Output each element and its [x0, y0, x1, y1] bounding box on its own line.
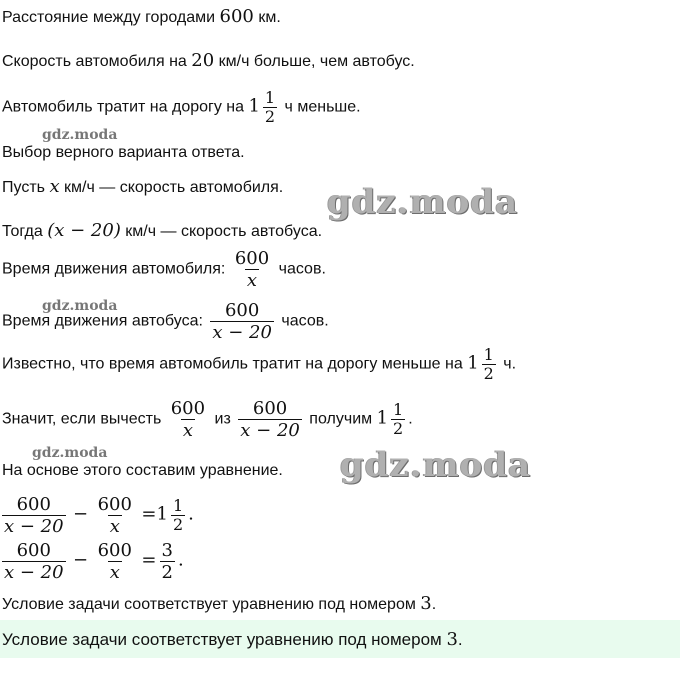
math-number: 3: [420, 593, 432, 614]
text-line-speed: [2, 50, 415, 73]
text-line-subtract: [2, 398, 413, 441]
line-text: км.: [253, 9, 281, 26]
line-text: Выбор верного варианта ответа.: [2, 144, 245, 161]
text-line-time-diff: [2, 89, 361, 126]
fraction-denominator: x − 20: [4, 562, 64, 583]
fraction: [2, 540, 66, 583]
math-operator: =: [141, 549, 157, 571]
fraction-numerator: 3: [161, 540, 173, 561]
line-text: Время движения автобуса:: [2, 312, 208, 330]
fraction: [238, 398, 302, 441]
fraction-denominator: 2: [161, 562, 173, 583]
fraction: [96, 540, 134, 583]
line-text: .: [431, 596, 437, 613]
line-text: ч меньше.: [280, 98, 361, 116]
fraction: [2, 494, 66, 537]
watermark-logo: gdz.moda: [32, 445, 108, 461]
fraction-denominator: 2: [393, 419, 404, 438]
line-text: получим: [304, 410, 377, 428]
line-text: Условие задачи соответствует уравнению под номером: [2, 629, 447, 649]
line-text: Время движения автомобиля:: [2, 260, 230, 278]
math-number: 1: [156, 503, 168, 525]
fraction: [391, 401, 405, 438]
math-operator: −: [73, 503, 89, 525]
fraction-numerator: 600: [224, 300, 260, 321]
text-line-distance: [2, 6, 281, 29]
fraction-denominator: x: [109, 516, 120, 537]
line-text: часов.: [274, 260, 326, 278]
math-number: 1: [376, 407, 389, 429]
fraction-denominator: 2: [264, 107, 276, 126]
fraction-denominator: x: [109, 562, 120, 583]
math-number: 1: [467, 352, 479, 374]
math-number: 3: [446, 628, 458, 650]
math-punctuation: .: [177, 549, 184, 571]
math-punctuation: .: [188, 503, 194, 525]
fraction-numerator: 1: [172, 496, 184, 515]
line-text: из: [210, 410, 236, 428]
equation-2: [2, 540, 184, 583]
fraction: [210, 300, 274, 343]
math-operator: −: [73, 549, 89, 571]
line-text: часов.: [276, 312, 329, 330]
fraction: [160, 540, 175, 583]
line-text: На основе этого составим уравнение.: [2, 462, 283, 479]
math-expression: (x − 20): [47, 220, 121, 241]
math-number: 1: [248, 95, 260, 117]
line-text: Тогда: [2, 223, 48, 240]
text-line-bus-speed: [2, 220, 322, 243]
fraction-numerator: 1: [393, 400, 404, 419]
fraction-numerator: 600: [97, 540, 132, 561]
line-text: Условие задачи соответствует уравнению под номером: [2, 596, 421, 613]
fraction-numerator: 1: [264, 88, 276, 107]
line-text: Скорость автомобиля на: [2, 53, 192, 70]
fraction-numerator: 600: [252, 398, 288, 419]
line-text: Пусть: [2, 179, 50, 196]
text-line-car-time: [2, 248, 326, 291]
watermark-logo-large: gdz.moda: [340, 445, 532, 485]
fraction: [96, 494, 134, 537]
fraction-numerator: 600: [170, 398, 206, 419]
fraction-numerator: 600: [16, 494, 51, 515]
fraction-denominator: x: [182, 420, 193, 441]
line-text: км/ч больше, чем автобус.: [214, 53, 415, 70]
fraction-denominator: x − 20: [240, 420, 300, 441]
text-line-choice: [2, 142, 245, 164]
fraction-numerator: 1: [483, 345, 494, 364]
line-text: км/ч — скорость автобуса.: [120, 223, 323, 240]
fraction-numerator: 600: [234, 248, 270, 269]
watermark-logo: gdz.moda: [42, 127, 118, 143]
fraction: [263, 89, 277, 126]
text-line-known: [2, 346, 516, 383]
line-text: ч.: [498, 355, 517, 373]
line-text: км/ч — скорость автомобиля.: [59, 179, 284, 196]
fraction-numerator: 600: [16, 540, 51, 561]
fraction: [233, 248, 271, 291]
math-variable: x: [49, 176, 60, 197]
fraction-denominator: x − 20: [212, 322, 272, 343]
answer-box: [0, 620, 680, 658]
fraction-denominator: 2: [483, 364, 494, 383]
equation-1: [2, 494, 194, 537]
line-text: .: [408, 410, 413, 428]
text-line-conclusion: [2, 593, 436, 616]
math-number: 20: [191, 50, 215, 71]
answer-text: [0, 629, 463, 650]
line-text: Значит, если вычесть: [2, 410, 166, 428]
text-line-equation-intro: [2, 460, 283, 482]
fraction: [482, 346, 496, 383]
watermark-logo: gdz.moda: [42, 298, 118, 314]
line-text: Автомобиль тратит на дорогу на: [2, 98, 249, 116]
fraction: [169, 398, 207, 441]
fraction-denominator: 2: [172, 515, 184, 534]
math-number: 600: [219, 6, 254, 27]
line-text: Расстояние между городами: [2, 9, 220, 26]
watermark-logo-large: gdz.moda: [327, 182, 519, 222]
line-text: Известно, что время автомобиль тратит на дорогу меньше на: [2, 355, 468, 373]
text-line-bus-time: [2, 300, 329, 343]
fraction-denominator: x − 20: [4, 516, 64, 537]
fraction: [171, 497, 185, 534]
fraction-numerator: 600: [97, 494, 132, 515]
math-operator: =: [141, 503, 157, 525]
fraction-denominator: x: [246, 270, 258, 291]
line-text: .: [457, 629, 463, 649]
text-line-let-x: [2, 176, 283, 199]
